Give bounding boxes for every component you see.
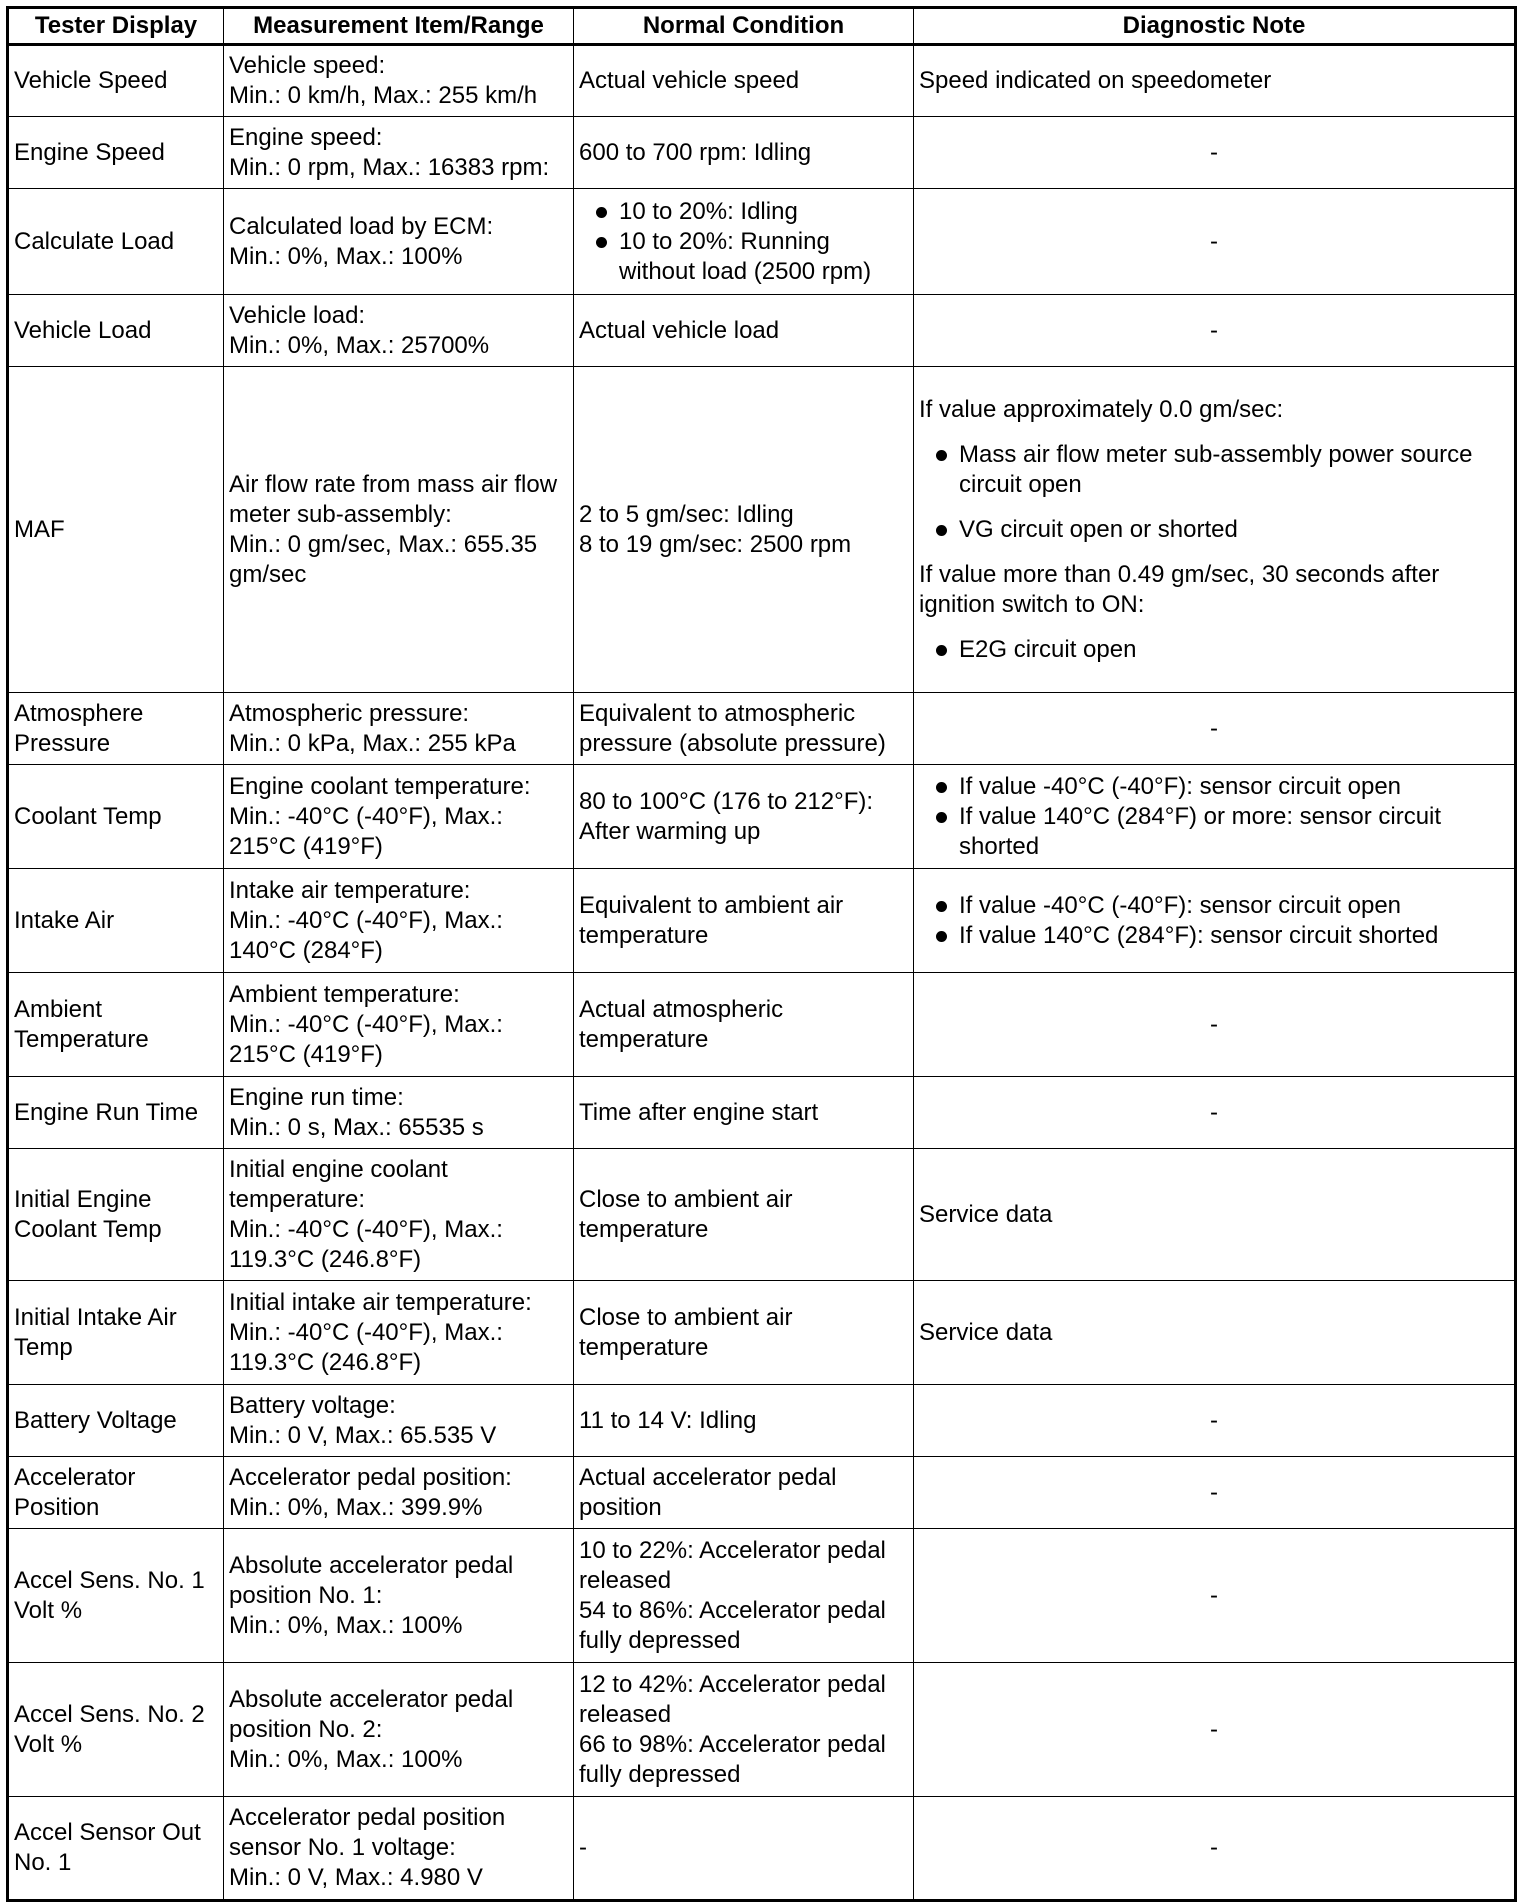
cell-text: Actual atmospheric temperature bbox=[579, 995, 790, 1053]
cell-text: Accelerator pedal position sensor No. 1 voltage: bbox=[229, 1804, 512, 1861]
cell-text: Initial engine coolant temperature: bbox=[229, 1155, 455, 1213]
table-row bbox=[8, 765, 1516, 869]
cell-tester-display bbox=[8, 1281, 224, 1385]
cell-text: Calculate Load bbox=[14, 227, 175, 255]
cell-text: Actual vehicle speed bbox=[579, 67, 800, 94]
cell-text: Min.: 0 kPa, Max.: 255 kPa bbox=[229, 729, 516, 757]
table-row bbox=[8, 367, 1516, 693]
list-item: 10 to 20%: Idling bbox=[579, 197, 908, 227]
cell-normal-condition bbox=[574, 1077, 914, 1149]
cell-text: - bbox=[1210, 714, 1218, 742]
note-intro: If value more than 0.49 gm/sec, 30 seconds after ignition switch to ON: bbox=[919, 560, 1440, 618]
cell-text: Min.: 0%, Max.: 25700% bbox=[229, 331, 490, 359]
table-row bbox=[8, 1385, 1516, 1457]
cell-normal-condition bbox=[574, 1149, 914, 1281]
table-row bbox=[8, 693, 1516, 765]
cell-measurement-range bbox=[224, 1281, 574, 1385]
cell-text: MAF bbox=[14, 515, 65, 543]
table-row bbox=[8, 117, 1516, 189]
cell-measurement-range bbox=[224, 1797, 574, 1901]
cell-diagnostic-note bbox=[914, 189, 1516, 295]
cell-measurement-range bbox=[224, 367, 574, 693]
list-item: E2G circuit open bbox=[919, 635, 1509, 665]
table-row bbox=[8, 1149, 1516, 1281]
cell-text: Min.: 0%, Max.: 100% bbox=[229, 242, 463, 270]
cell-normal-condition bbox=[574, 295, 914, 367]
cell-diagnostic-note bbox=[914, 295, 1516, 367]
cell-text: Initial intake air temperature: bbox=[229, 1288, 532, 1316]
cell-text: - bbox=[1210, 138, 1218, 166]
cell-text: Vehicle speed: bbox=[229, 52, 386, 79]
table-row bbox=[8, 869, 1516, 973]
cell-normal-condition bbox=[574, 45, 914, 117]
table-row bbox=[8, 973, 1516, 1077]
cell-text: Calculated load by ECM: bbox=[229, 212, 494, 240]
cell-text: Accel Sens. No. 1 Volt % bbox=[14, 1566, 212, 1624]
cell-measurement-range bbox=[224, 869, 574, 973]
cell-measurement-range bbox=[224, 1149, 574, 1281]
list-item: VG circuit open or shorted bbox=[919, 515, 1509, 545]
cell-text: - bbox=[1210, 1834, 1218, 1861]
cell-normal-condition bbox=[574, 693, 914, 765]
header-measurement-item: Measurement Item/Range bbox=[224, 8, 574, 45]
cell-tester-display bbox=[8, 1077, 224, 1149]
cell-text: 600 to 700 rpm: Idling bbox=[579, 138, 812, 166]
list-item: Mass air flow meter sub-assembly power source circuit open bbox=[919, 440, 1509, 500]
cell-measurement-range bbox=[224, 1457, 574, 1529]
cell-text: Initial Engine Coolant Temp bbox=[14, 1185, 162, 1243]
header-tester-display: Tester Display bbox=[8, 8, 224, 45]
table-row bbox=[8, 1281, 1516, 1385]
cell-text: - bbox=[1210, 1406, 1218, 1434]
table-row bbox=[8, 1457, 1516, 1529]
cell-text: Accelerator pedal position: bbox=[229, 1463, 512, 1491]
cell-text: Min.: 0 V, Max.: 65.535 V bbox=[229, 1421, 497, 1449]
cell-text: Time after engine start bbox=[579, 1098, 819, 1126]
cell-normal-condition bbox=[574, 1663, 914, 1797]
cell-text: Ambient Temperature bbox=[14, 995, 149, 1053]
cell-tester-display bbox=[8, 973, 224, 1077]
cell-diagnostic-note bbox=[914, 973, 1516, 1077]
cell-normal-condition bbox=[574, 1797, 914, 1901]
cell-text: - bbox=[1210, 227, 1218, 255]
cell-text: Ambient temperature: bbox=[229, 980, 460, 1008]
cell-diagnostic-note bbox=[914, 117, 1516, 189]
cell-text: Accel Sens. No. 2 Volt % bbox=[14, 1700, 212, 1758]
cell-text: Min.: -40°C (-40°F), Max.: 119.3°C (246.8°F) bbox=[229, 1215, 510, 1273]
header-diagnostic-note: Diagnostic Note bbox=[914, 8, 1516, 45]
cell-text: Engine Speed bbox=[14, 138, 165, 166]
cell-text: Vehicle load: bbox=[229, 301, 366, 329]
cell-text: - bbox=[579, 1834, 587, 1861]
table-row bbox=[8, 1663, 1516, 1797]
cell-text: Engine coolant temperature: bbox=[229, 772, 531, 800]
cell-tester-display bbox=[8, 1457, 224, 1529]
cell-text: Intake Air bbox=[14, 906, 115, 934]
cell-diagnostic-note bbox=[914, 367, 1516, 693]
cell-diagnostic-note bbox=[914, 1149, 1516, 1281]
cell-diagnostic-note bbox=[914, 1797, 1516, 1901]
cell-tester-display bbox=[8, 1529, 224, 1663]
cell-diagnostic-note bbox=[914, 1457, 1516, 1529]
cell-text: 12 to 42%: Accelerator pedal released bbox=[579, 1670, 893, 1728]
cell-text: - bbox=[1210, 1715, 1218, 1743]
cell-diagnostic-note bbox=[914, 1529, 1516, 1663]
cell-text: - bbox=[1210, 1010, 1218, 1038]
cell-normal-condition bbox=[574, 765, 914, 869]
cell-diagnostic-note bbox=[914, 693, 1516, 765]
cell-tester-display bbox=[8, 117, 224, 189]
cell-text: Service data bbox=[919, 1200, 1053, 1228]
cell-tester-display bbox=[8, 45, 224, 117]
cell-measurement-range bbox=[224, 1663, 574, 1797]
cell-text: - bbox=[1210, 1581, 1218, 1609]
cell-text: Accelerator Position bbox=[14, 1463, 143, 1521]
cell-normal-condition bbox=[574, 973, 914, 1077]
cell-text: Equivalent to atmospheric pressure (absolute pressure) bbox=[579, 699, 886, 757]
note-intro: If value approximately 0.0 gm/sec: bbox=[919, 395, 1284, 423]
table-row bbox=[8, 189, 1516, 295]
table-row bbox=[8, 45, 1516, 117]
cell-normal-condition bbox=[574, 869, 914, 973]
cell-text: 8 to 19 gm/sec: 2500 rpm bbox=[579, 530, 852, 558]
table-header-row bbox=[8, 8, 1516, 45]
list-item: If value -40°C (-40°F): sensor circuit open bbox=[919, 891, 1509, 921]
list-item: If value 140°C (284°F): sensor circuit shorted bbox=[919, 921, 1509, 951]
cell-text: Engine run time: bbox=[229, 1083, 404, 1111]
cell-diagnostic-note bbox=[914, 1663, 1516, 1797]
cell-tester-display bbox=[8, 367, 224, 693]
cell-text: Air flow rate from mass air flow meter sub-assembly: bbox=[229, 470, 564, 528]
cell-diagnostic-note bbox=[914, 1077, 1516, 1149]
cell-tester-display bbox=[8, 189, 224, 295]
cell-text: Min.: 0%, Max.: 399.9% bbox=[229, 1493, 483, 1521]
bullet-list bbox=[919, 891, 1509, 951]
cell-text: Min.: 0 rpm, Max.: 16383 rpm: bbox=[229, 153, 550, 181]
cell-diagnostic-note bbox=[914, 1385, 1516, 1457]
cell-text: 80 to 100°C (176 to 212°F): After warming up bbox=[579, 787, 879, 845]
cell-text: Min.: 0 km/h, Max.: 255 km/h bbox=[229, 82, 538, 109]
cell-measurement-range bbox=[224, 1385, 574, 1457]
cell-text: Min.: 0%, Max.: 100% bbox=[229, 1611, 463, 1639]
cell-normal-condition bbox=[574, 1457, 914, 1529]
cell-text: Min.: 0 V, Max.: 4.980 V bbox=[229, 1864, 483, 1891]
cell-text: Atmosphere Pressure bbox=[14, 699, 151, 757]
bullet-list bbox=[579, 197, 908, 287]
data-list-table bbox=[6, 6, 1517, 1902]
cell-diagnostic-note bbox=[914, 869, 1516, 973]
cell-text: Vehicle Load bbox=[14, 316, 152, 344]
cell-text: - bbox=[1210, 316, 1218, 344]
cell-text: Battery voltage: bbox=[229, 1391, 396, 1419]
cell-measurement-range bbox=[224, 1077, 574, 1149]
cell-text: Absolute accelerator pedal position No. 2: bbox=[229, 1685, 520, 1743]
cell-tester-display bbox=[8, 295, 224, 367]
cell-text: Engine speed: bbox=[229, 123, 383, 151]
cell-measurement-range bbox=[224, 45, 574, 117]
cell-diagnostic-note bbox=[914, 1281, 1516, 1385]
cell-text: Initial Intake Air Temp bbox=[14, 1303, 183, 1361]
cell-measurement-range bbox=[224, 189, 574, 295]
cell-normal-condition bbox=[574, 1385, 914, 1457]
cell-tester-display bbox=[8, 869, 224, 973]
cell-text: Intake air temperature: bbox=[229, 876, 471, 904]
cell-diagnostic-note bbox=[914, 45, 1516, 117]
list-item: If value 140°C (284°F) or more: sensor circuit shorted bbox=[919, 802, 1509, 862]
cell-text: Close to ambient air temperature bbox=[579, 1303, 800, 1361]
cell-text: Actual accelerator pedal position bbox=[579, 1463, 844, 1521]
cell-text: 10 to 22%: Accelerator pedal released bbox=[579, 1536, 893, 1594]
bullet-list bbox=[919, 635, 1509, 665]
cell-text: Coolant Temp bbox=[14, 802, 162, 830]
table-row bbox=[8, 295, 1516, 367]
cell-normal-condition bbox=[574, 1529, 914, 1663]
cell-tester-display bbox=[8, 693, 224, 765]
data-list-table-wrapper bbox=[6, 6, 1514, 1896]
cell-tester-display bbox=[8, 1149, 224, 1281]
list-item: If value -40°C (-40°F): sensor circuit open bbox=[919, 772, 1509, 802]
cell-text: Actual vehicle load bbox=[579, 316, 780, 344]
cell-diagnostic-note bbox=[914, 765, 1516, 869]
cell-measurement-range bbox=[224, 117, 574, 189]
table-row bbox=[8, 1529, 1516, 1663]
cell-text: Min.: -40°C (-40°F), Max.: 119.3°C (246.8°F) bbox=[229, 1318, 510, 1376]
cell-text: Min.: 0 s, Max.: 65535 s bbox=[229, 1113, 484, 1141]
cell-text: 11 to 14 V: Idling bbox=[579, 1406, 757, 1434]
bullet-list bbox=[919, 440, 1509, 545]
cell-normal-condition bbox=[574, 367, 914, 693]
cell-normal-condition bbox=[574, 1281, 914, 1385]
cell-text: Atmospheric pressure: bbox=[229, 699, 470, 727]
cell-normal-condition bbox=[574, 189, 914, 295]
cell-text: Min.: -40°C (-40°F), Max.: 215°C (419°F) bbox=[229, 1010, 510, 1068]
cell-tester-display bbox=[8, 1385, 224, 1457]
table-row bbox=[8, 1797, 1516, 1901]
cell-text: 66 to 98%: Accelerator pedal fully depressed bbox=[579, 1730, 893, 1788]
cell-text: - bbox=[1210, 1098, 1218, 1126]
table-row bbox=[8, 1077, 1516, 1149]
cell-text: Min.: 0%, Max.: 100% bbox=[229, 1745, 463, 1773]
bullet-list bbox=[919, 772, 1509, 862]
cell-text: Min.: 0 gm/sec, Max.: 655.35 gm/sec bbox=[229, 530, 544, 588]
cell-text: Absolute accelerator pedal position No. 1: bbox=[229, 1551, 520, 1609]
cell-text: Battery Voltage bbox=[14, 1406, 177, 1434]
cell-normal-condition bbox=[574, 117, 914, 189]
cell-measurement-range bbox=[224, 693, 574, 765]
cell-text: Vehicle Speed bbox=[14, 67, 168, 94]
cell-tester-display bbox=[8, 1663, 224, 1797]
cell-text: - bbox=[1210, 1478, 1218, 1506]
cell-measurement-range bbox=[224, 973, 574, 1077]
cell-text: Close to ambient air temperature bbox=[579, 1185, 800, 1243]
cell-measurement-range bbox=[224, 765, 574, 869]
cell-text: Speed indicated on speedometer bbox=[919, 67, 1272, 94]
cell-text: Engine Run Time bbox=[14, 1098, 199, 1126]
cell-text: Equivalent to ambient air temperature bbox=[579, 891, 850, 949]
cell-tester-display bbox=[8, 765, 224, 869]
cell-text: Min.: -40°C (-40°F), Max.: 215°C (419°F) bbox=[229, 802, 510, 860]
cell-measurement-range bbox=[224, 295, 574, 367]
cell-text: Min.: -40°C (-40°F), Max.: 140°C (284°F) bbox=[229, 906, 510, 964]
header-normal-condition: Normal Condition bbox=[574, 8, 914, 45]
cell-measurement-range bbox=[224, 1529, 574, 1663]
cell-text: 2 to 5 gm/sec: Idling bbox=[579, 500, 794, 528]
list-item: 10 to 20%: Running without load (2500 rpm) bbox=[579, 227, 908, 287]
cell-text: 54 to 86%: Accelerator pedal fully depressed bbox=[579, 1596, 893, 1654]
cell-text: Accel Sensor Out No. 1 bbox=[14, 1819, 208, 1876]
cell-text: Service data bbox=[919, 1318, 1053, 1346]
cell-tester-display bbox=[8, 1797, 224, 1901]
